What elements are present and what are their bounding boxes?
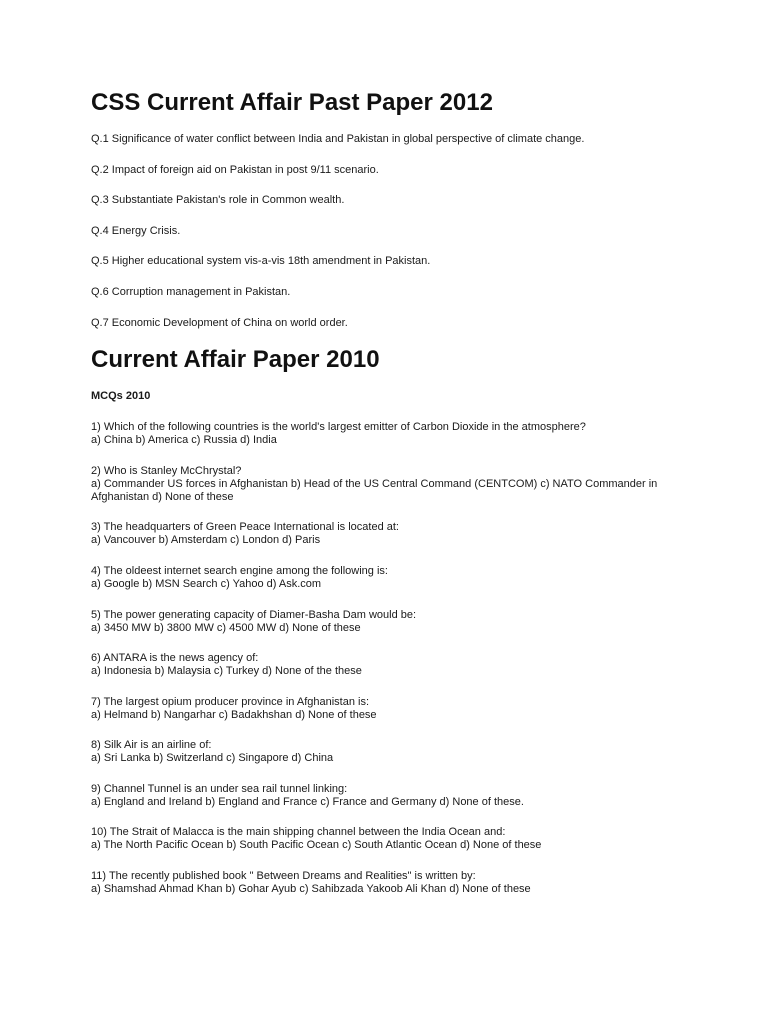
mcq-options: a) Indonesia b) Malaysia c) Turkey d) None of the these (91, 665, 362, 677)
mcq-item (91, 421, 691, 447)
question-2012-5: Q.5 Higher educational system vis-a-vis 18th amendment in Pakistan. (91, 255, 431, 267)
section-title-2010: Current Affair Paper 2010 (91, 346, 380, 373)
mcq-options: a) Vancouver b) Amsterdam c) London d) Paris (91, 534, 321, 546)
mcq-options: a) China b) America c) Russia d) India (91, 434, 277, 446)
mcq-item (91, 565, 691, 591)
mcq-subheading: MCQs 2010 (91, 390, 151, 402)
mcq-question: 5) The power generating capacity of Diamer-Basha Dam would be: (91, 609, 417, 621)
question-2012-1: Q.1 Significance of water conflict between India and Pakistan in global perspective of climate change. (91, 133, 585, 145)
mcq-item (91, 870, 691, 896)
mcq-options: a) Commander US forces in Afghanistan b) Head of the US Central Command (CENTCOM) c) NATO Commander in Afghanistan d) None of these (91, 478, 658, 503)
mcq-question: 1) Which of the following countries is the world's largest emitter of Carbon Dioxide in the atmosphere? (91, 421, 586, 433)
section-title-2012: CSS Current Affair Past Paper 2012 (91, 89, 493, 116)
mcq-options: a) Sri Lanka b) Switzerland c) Singapore d) China (91, 752, 334, 764)
mcq-question: 9) Channel Tunnel is an under sea rail tunnel linking: (91, 783, 348, 795)
question-2012-7: Q.7 Economic Development of China on world order. (91, 317, 348, 329)
mcq-item (91, 826, 691, 852)
question-2012-3: Q.3 Substantiate Pakistan's role in Common wealth. (91, 194, 345, 206)
mcq-item (91, 652, 691, 678)
mcq-options: a) The North Pacific Ocean b) South Pacific Ocean c) South Atlantic Ocean d) None of these (91, 839, 542, 851)
mcq-item (91, 696, 691, 722)
question-2012-4: Q.4 Energy Crisis. (91, 225, 181, 237)
mcq-options: a) Shamshad Ahmad Khan b) Gohar Ayub c) Sahibzada Yakoob Ali Khan d) None of these (91, 883, 531, 895)
mcq-question: 11) The recently published book " Between Dreams and Realities" is written by: (91, 870, 476, 882)
mcq-item (91, 609, 691, 635)
mcq-options: a) Google b) MSN Search c) Yahoo d) Ask.com (91, 578, 322, 590)
mcq-question: 2) Who is Stanley McChrystal? (91, 465, 242, 477)
mcq-question: 6) ANTARA is the news agency of: (91, 652, 259, 664)
mcq-options: a) England and Ireland b) England and France c) France and Germany d) None of these. (91, 796, 524, 808)
mcq-options: a) Helmand b) Nangarhar c) Badakhshan d) None of these (91, 709, 377, 721)
mcq-question: 4) The oldeest internet search engine among the following is: (91, 565, 388, 577)
mcq-options: a) 3450 MW b) 3800 MW c) 4500 MW d) None of these (91, 622, 361, 634)
mcq-question: 8) Silk Air is an airline of: (91, 739, 212, 751)
mcq-question: 7) The largest opium producer province in Afghanistan is: (91, 696, 370, 708)
mcq-item (91, 521, 691, 547)
mcq-item (91, 783, 691, 809)
question-2012-2: Q.2 Impact of foreign aid on Pakistan in post 9/11 scenario. (91, 164, 379, 176)
mcq-question: 10) The Strait of Malacca is the main shipping channel between the India Ocean and: (91, 826, 506, 838)
question-2012-6: Q.6 Corruption management in Pakistan. (91, 286, 291, 298)
mcq-item (91, 465, 691, 504)
mcq-item (91, 739, 691, 765)
mcq-question: 3) The headquarters of Green Peace International is located at: (91, 521, 399, 533)
